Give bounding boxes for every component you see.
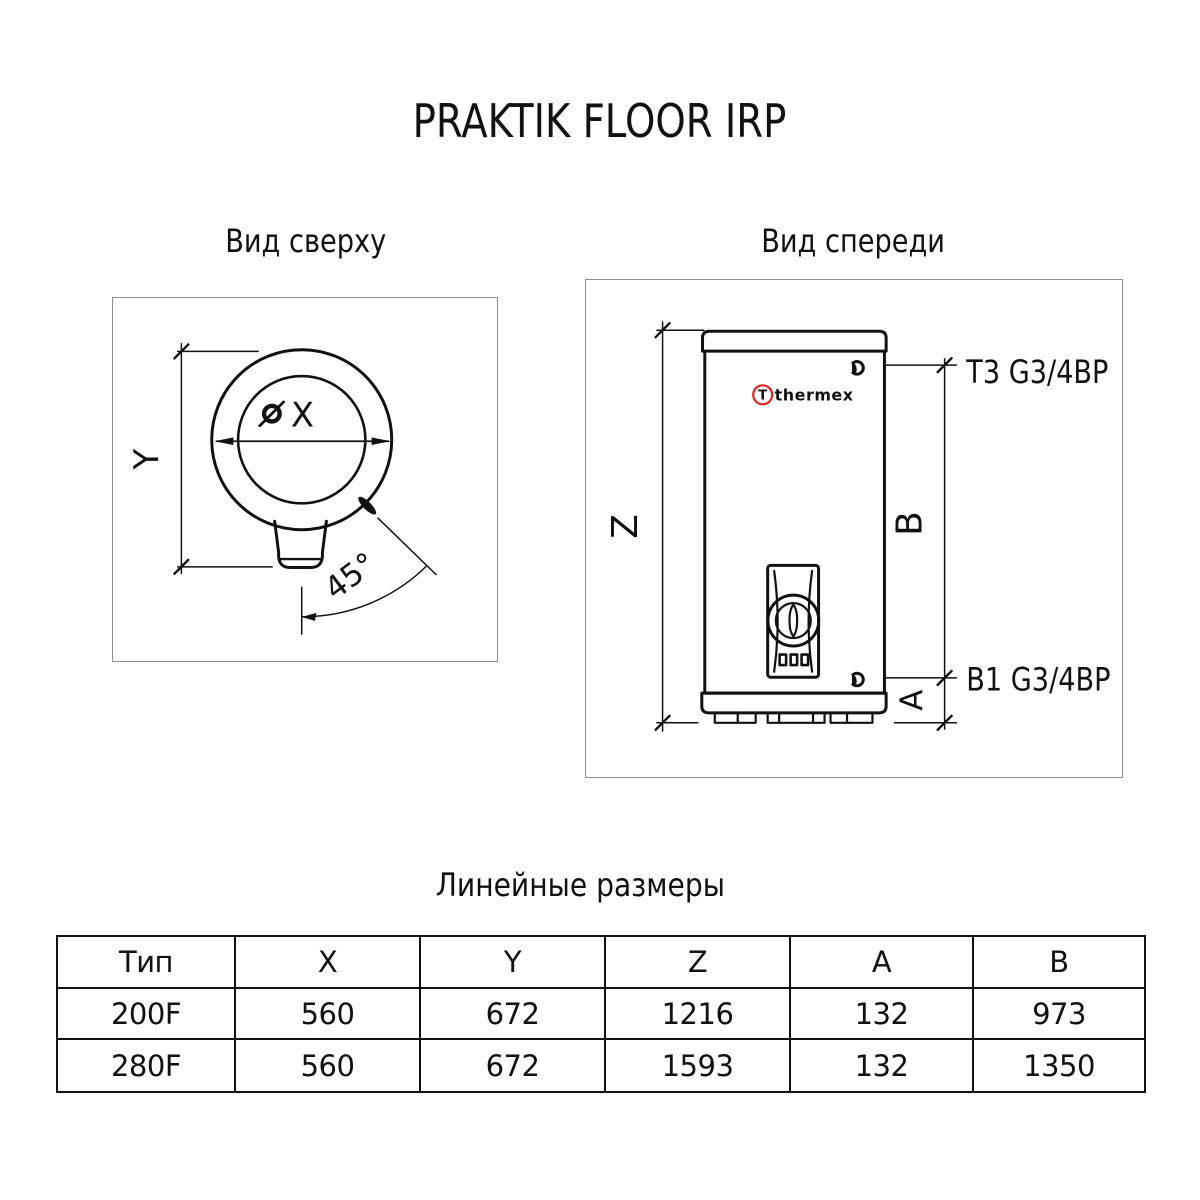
header-cell-a: A xyxy=(791,937,974,989)
table-cell-r1-x: 560 xyxy=(236,989,421,1040)
brand-logo xyxy=(753,385,854,404)
angle-arc-arrowhead xyxy=(302,613,317,621)
control-dial-knob xyxy=(790,605,798,636)
angle-label: 45° xyxy=(318,545,384,608)
x-dim-label: X xyxy=(290,395,315,435)
table-cell-r2-a: 132 xyxy=(791,1040,974,1091)
table-cell-r1-type: 200F xyxy=(58,989,236,1040)
indicator-window-2 xyxy=(791,655,797,665)
table-cell-r2-b: 1350 xyxy=(974,1040,1144,1091)
top-view-drawing xyxy=(113,298,497,661)
pipe-fitting-top-gap xyxy=(846,363,852,372)
z-dim-label: Z xyxy=(604,514,646,539)
heater-top-cap xyxy=(703,331,887,351)
port-label-bottom: B1 G3/4ВР xyxy=(966,660,1111,699)
front-view-section-label: Вид спереди xyxy=(761,222,946,260)
top-view-section-label: Вид сверху xyxy=(225,222,386,260)
angle-ray-line xyxy=(378,518,436,574)
a-dim-label: A xyxy=(894,689,931,711)
b-dim-label: B xyxy=(889,511,931,536)
table-cell-r2-type: 280F xyxy=(58,1040,236,1091)
pipe-fitting-bottom-gap xyxy=(846,675,852,684)
x-dim-arrowhead-left xyxy=(214,437,233,445)
heater-bottom-cap xyxy=(702,693,886,713)
table-caption: Линейные размеры xyxy=(435,866,725,904)
port-label-top: T3 G3/4ВР xyxy=(966,352,1109,391)
dimensions-table xyxy=(56,935,1146,1093)
header-cell-z: Z xyxy=(606,937,791,989)
brand-logo-text: thermex xyxy=(774,385,854,405)
table-cell-r2-z: 1593 xyxy=(606,1040,791,1091)
table-cell-r1-b: 973 xyxy=(974,989,1144,1040)
header-cell-b: B xyxy=(974,937,1144,989)
brand-logo-letter: T xyxy=(758,387,768,404)
top-view-box xyxy=(112,297,498,662)
front-view-drawing xyxy=(586,280,1122,777)
table-cell-r2-x: 560 xyxy=(236,1040,421,1091)
page-title xyxy=(0,94,1200,148)
page-title-text: PRAKTIK FLOOR IRP xyxy=(413,94,787,148)
header-cell-type: Тип xyxy=(58,937,236,989)
table-cell-r2-y: 672 xyxy=(421,1040,606,1091)
y-dim-label: Y xyxy=(126,448,166,470)
x-dim-arrowhead-right xyxy=(372,437,391,445)
header-cell-x: X xyxy=(236,937,421,989)
front-view-box xyxy=(585,279,1123,778)
indicator-window-1 xyxy=(780,655,786,665)
table-cell-r1-z: 1216 xyxy=(606,989,791,1040)
table-cell-r1-a: 132 xyxy=(791,989,974,1040)
pipe-stub-crescent xyxy=(356,494,379,517)
table-cell-r1-y: 672 xyxy=(421,989,606,1040)
indicator-window-3 xyxy=(802,655,808,665)
header-cell-y: Y xyxy=(421,937,606,989)
